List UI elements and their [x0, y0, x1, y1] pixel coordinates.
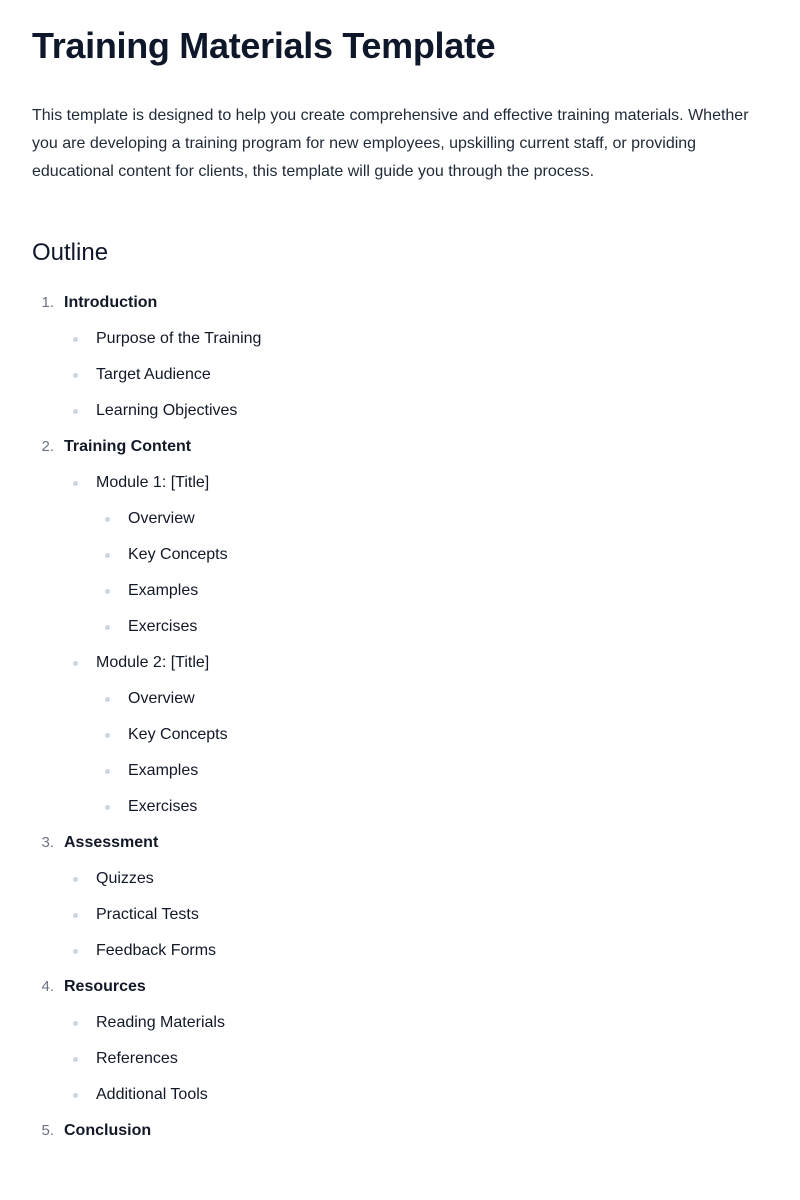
- section-number: 5.: [41, 1122, 54, 1139]
- section-number: 2.: [41, 438, 54, 455]
- bullet-icon: [73, 1057, 78, 1062]
- section-items: [32, 867, 768, 963]
- list-item: [32, 543, 768, 567]
- bullet-icon: [73, 949, 78, 954]
- list-item-label: Key Concepts: [128, 726, 228, 743]
- list-item: [32, 327, 768, 351]
- bullet-icon: [73, 481, 78, 486]
- outline-section-assessment: [32, 831, 768, 963]
- section-number: 1.: [41, 294, 54, 311]
- bullet-icon: [73, 877, 78, 882]
- list-item: [32, 759, 768, 783]
- list-item-label: Overview: [128, 690, 195, 707]
- section-row: [32, 291, 768, 315]
- list-item: [32, 723, 768, 747]
- list-item: [32, 579, 768, 603]
- outline-section-conclusion: [32, 1119, 768, 1143]
- list-item-label: Target Audience: [96, 366, 211, 383]
- list-item: [32, 939, 768, 963]
- section-title: Conclusion: [64, 1122, 152, 1139]
- bullet-icon: [73, 1093, 78, 1098]
- outline-section-training-content: [32, 435, 768, 819]
- section-row: [32, 831, 768, 855]
- list-item-label: References: [96, 1050, 178, 1067]
- list-item: [32, 795, 768, 819]
- list-item: [32, 1083, 768, 1107]
- list-item-label: Learning Objectives: [96, 402, 238, 419]
- list-item: [32, 687, 768, 711]
- section-title: Assessment: [64, 834, 159, 851]
- bullet-icon: [73, 1021, 78, 1026]
- bullet-icon: [105, 589, 110, 594]
- bullet-icon: [73, 661, 78, 666]
- list-item: [32, 1011, 768, 1035]
- list-item-label: Exercises: [128, 798, 198, 815]
- list-item-label: Overview: [128, 510, 195, 527]
- bullet-icon: [105, 553, 110, 558]
- list-item-label: Practical Tests: [96, 906, 199, 923]
- list-item-label: Examples: [128, 582, 199, 599]
- bullet-icon: [105, 805, 110, 810]
- bullet-icon: [73, 409, 78, 414]
- list-item: [32, 615, 768, 639]
- list-item-label: Reading Materials: [96, 1014, 225, 1031]
- section-items: [32, 471, 768, 819]
- section-row: [32, 1119, 768, 1143]
- section-number: 3.: [41, 834, 54, 851]
- outline-section-introduction: [32, 291, 768, 423]
- section-row: [32, 975, 768, 999]
- list-item: [32, 867, 768, 891]
- list-item-label: Additional Tools: [96, 1086, 208, 1103]
- bullet-icon: [105, 733, 110, 738]
- bullet-icon: [73, 913, 78, 918]
- bullet-icon: [105, 517, 110, 522]
- module-item: [32, 651, 768, 675]
- list-item-label: Exercises: [128, 618, 198, 635]
- page-title: Training Materials Template: [32, 25, 496, 66]
- list-item: [32, 1047, 768, 1071]
- section-title: Resources: [64, 978, 146, 995]
- outline-heading: Outline: [32, 239, 109, 266]
- module-item: [32, 471, 768, 495]
- bullet-icon: [73, 373, 78, 378]
- section-items: [32, 327, 768, 423]
- module-title: Module 1: [Title]: [96, 474, 210, 491]
- module-title: Module 2: [Title]: [96, 654, 210, 671]
- list-item-label: Feedback Forms: [96, 942, 217, 959]
- list-item-label: Examples: [128, 762, 199, 779]
- bullet-icon: [105, 769, 110, 774]
- section-title: Introduction: [64, 294, 158, 311]
- list-item-label: Purpose of the Training: [96, 330, 262, 347]
- section-row: [32, 435, 768, 459]
- outline-section-resources: [32, 975, 768, 1107]
- bullet-icon: [105, 625, 110, 630]
- section-number: 4.: [41, 978, 54, 995]
- list-item: [32, 903, 768, 927]
- section-title: Training Content: [64, 438, 192, 455]
- section-items: [32, 1011, 768, 1107]
- list-item: [32, 399, 768, 423]
- list-item: [32, 507, 768, 531]
- list-item-label: Quizzes: [96, 870, 154, 887]
- list-item-label: Key Concepts: [128, 546, 228, 563]
- bullet-icon: [105, 697, 110, 702]
- list-item: [32, 363, 768, 387]
- outline-list: [32, 291, 768, 1143]
- intro-paragraph: This template is designed to help you create comprehensive and effective training materials. Whether you are developing a training program for new employees, upskilling current staff, or providing educational content for clients, this template will guide you through the process.: [32, 107, 749, 180]
- bullet-icon: [73, 337, 78, 342]
